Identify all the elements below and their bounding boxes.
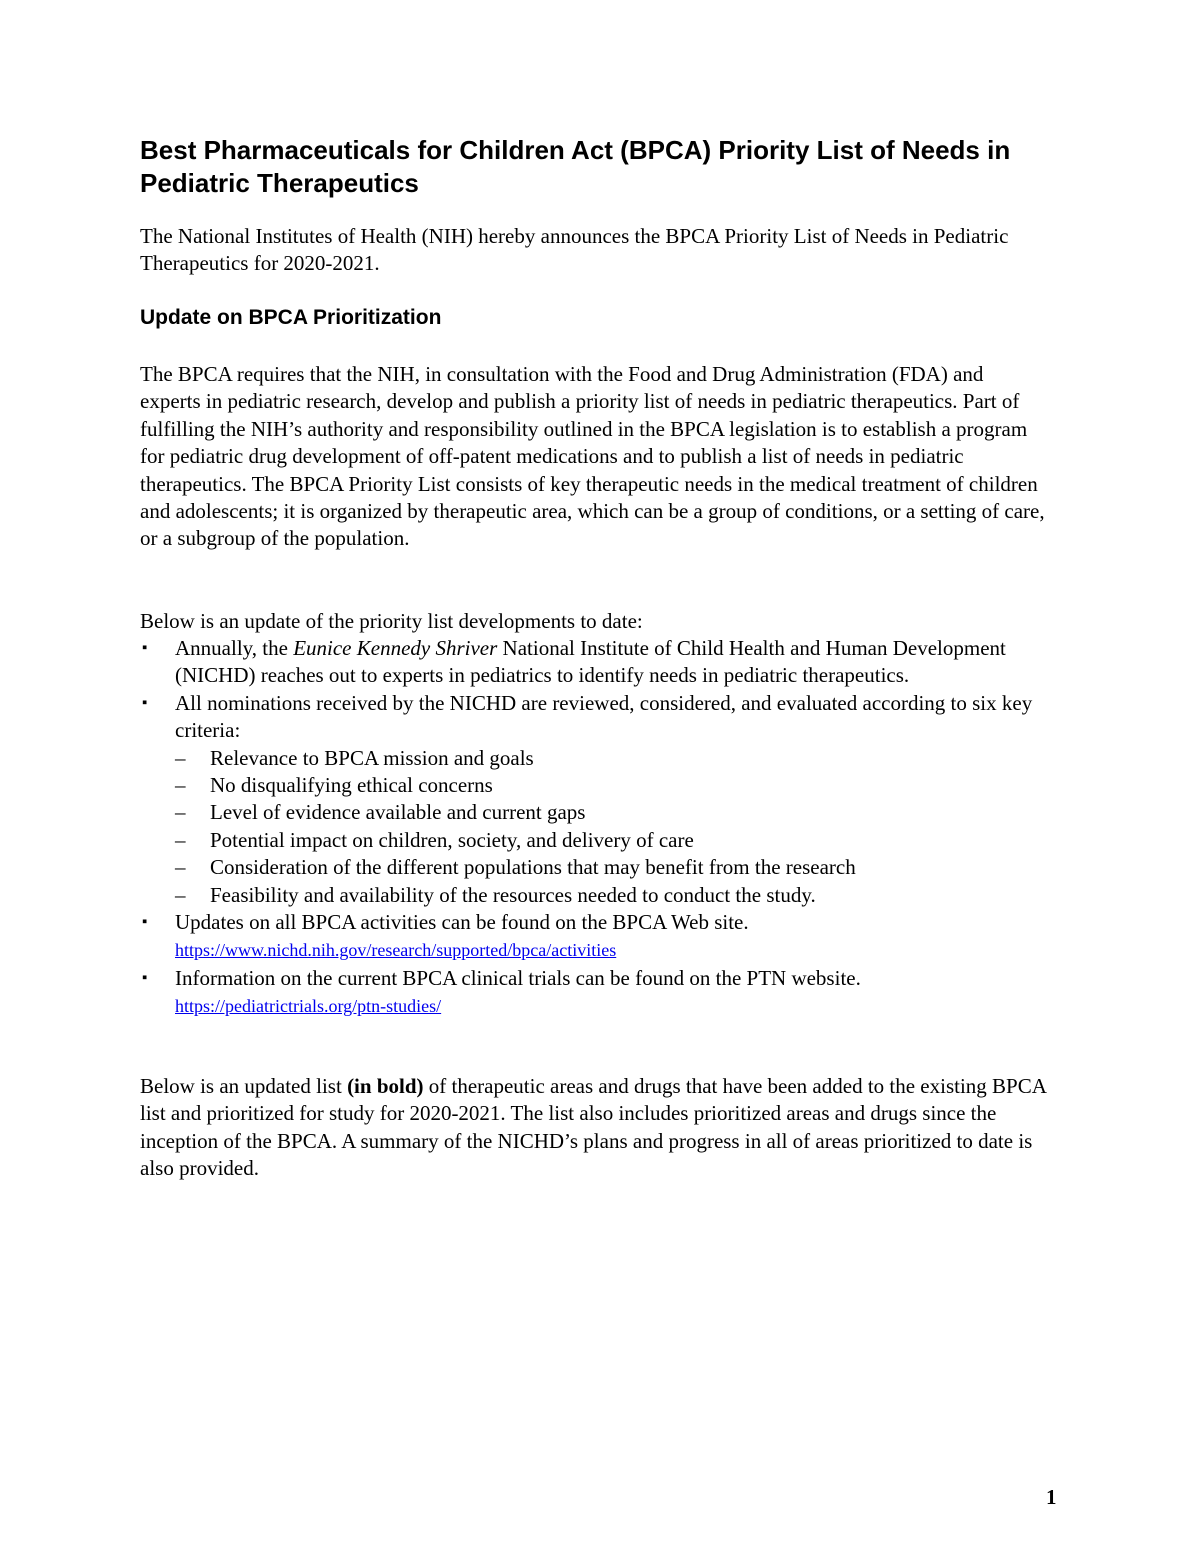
section-heading: Update on BPCA Prioritization (140, 306, 442, 329)
bpca-requirements-paragraph: The BPCA requires that the NIH, in consultation with the Food and Drug Administration (FDA) and experts in pediatric research, develop and publish a priority list of needs in pediatric therapeutics. Part of fulfilling the NIH’s authority and responsibility outlined in the BPCA legislation is to establish a program for pediatric drug development of off-patent medications and to publish a list of needs in pediatric therapeutics. The BPCA Priority List consists of key therapeutic needs in the medical treatment of children and adolescents; it is organized by therapeutic area, which can be a group of conditions, or a setting of care, or a subgroup of the population. (140, 362, 1045, 551)
bullet1-text-end: National Institute of Child Health and Human Development (NICHD) reaches out to experts in pediatrics to identify needs in pediatric therapeutics. (175, 636, 1006, 688)
document-title: Best Pharmaceuticals for Children Act (BPCA) Priority List of Needs in Pediatric Therapeutics (140, 135, 1011, 198)
bullet1-italic-name: Eunice Kennedy Shriver (293, 636, 498, 660)
bullet-square-icon: ▪ (142, 640, 148, 656)
dash-icon: – (175, 882, 186, 907)
list-item (140, 965, 1065, 1021)
bullet-square-icon: ▪ (142, 914, 148, 931)
developments-list (140, 635, 1065, 1021)
criteria-item (175, 854, 1065, 881)
criteria-item (175, 772, 1065, 799)
dash-icon: – (175, 855, 186, 880)
criteria-text: Feasibility and availability of the resources needed to conduct the study. (210, 882, 816, 907)
developments-intro: Below is an update of the priority list developments to date: (140, 609, 643, 633)
dash-icon: – (175, 827, 186, 852)
paragraph2-text-end: of therapeutic areas and drugs that have been added to the existing BPCA list and prioritized for study for 2020-2021. The list also includes prioritized areas and drugs since the inception of the BPCA. A summary of the NICHD’s plans and progress in all of areas prioritized to date is also provided. (140, 1074, 1046, 1181)
bpca-activities-link[interactable]: https://www.nichd.nih.gov/research/supported/bpca/activities (175, 940, 617, 961)
bullet3-text: Updates on all BPCA activities can be found on the BPCA Web site. (175, 910, 749, 935)
criteria-list (175, 745, 1065, 909)
paragraph2-text-start: Below is an updated list (140, 1074, 348, 1098)
ptn-studies-link[interactable]: https://pediatrictrials.org/ptn-studies/ (175, 996, 442, 1017)
bullet1-text-start: Annually, the (175, 636, 294, 660)
criteria-item (175, 827, 1065, 854)
list-item (140, 909, 1065, 965)
criteria-item (175, 882, 1065, 909)
bullet4-text: Information on the current BPCA clinical trials can be found on the PTN website. (175, 965, 861, 990)
paragraph2-bold: (in bold) (347, 1074, 424, 1098)
criteria-item (175, 799, 1065, 826)
criteria-item (175, 745, 1065, 772)
page-number: 1 (1046, 1485, 1057, 1509)
dash-icon: – (175, 800, 186, 825)
dash-icon: – (175, 773, 186, 798)
criteria-text: Consideration of the different populations that may benefit from the research (210, 855, 856, 880)
criteria-text: Potential impact on children, society, and delivery of care (210, 827, 694, 852)
updated-list-paragraph (140, 1073, 1060, 1183)
bullet-square-icon: ▪ (142, 694, 148, 711)
criteria-text: No disqualifying ethical concerns (210, 773, 493, 798)
list-item (140, 635, 1065, 690)
bullet-square-icon: ▪ (142, 969, 148, 986)
bullet2-text: All nominations received by the NICHD are reviewed, considered, and evaluated according to six key criteria: (175, 690, 1033, 743)
list-item (140, 690, 1065, 909)
criteria-text: Level of evidence available and current gaps (210, 800, 586, 825)
dash-icon: – (175, 745, 186, 770)
criteria-text: Relevance to BPCA mission and goals (210, 745, 534, 770)
intro-paragraph: The National Institutes of Health (NIH) hereby announces the BPCA Priority List of Needs in Pediatric Therapeutics for 2020-2021. (140, 224, 1009, 276)
